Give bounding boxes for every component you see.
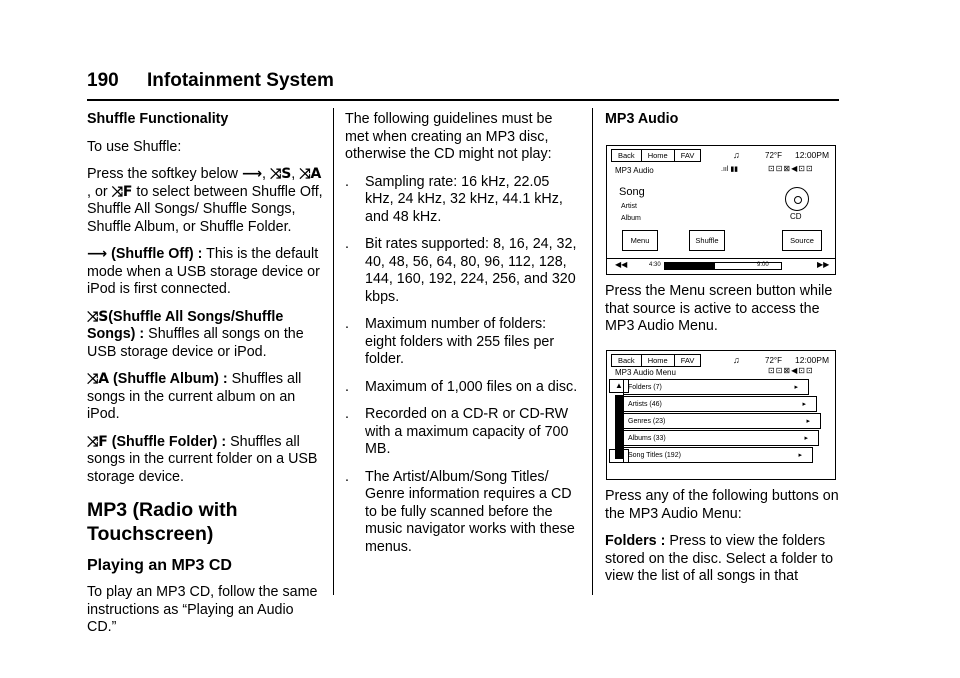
seek-forward-icon[interactable]: ▶▶	[817, 260, 830, 269]
section-title: Infotainment System	[147, 70, 334, 91]
guidelines-intro: The following guidelines must be met when creating an MP3 disc, otherwise the CD might not play:	[345, 111, 553, 162]
temperature: 72°F	[765, 151, 782, 160]
clock: 12:00PM	[795, 150, 830, 160]
clock: 12:00PM	[795, 355, 830, 365]
shuffle-album-icon: ⤨A	[87, 371, 110, 387]
menu-button[interactable]: Menu	[622, 230, 658, 251]
column-divider-2	[592, 108, 593, 595]
shuffle-off-icon: ⟶	[87, 246, 108, 262]
cd-icon	[785, 187, 809, 211]
shuffle-folder-icon: ⤨F	[87, 433, 108, 450]
page-number: 190	[87, 70, 119, 91]
menu-row-genres[interactable]: Genres (23) ▸	[623, 413, 821, 429]
album-label: Album	[621, 215, 641, 222]
fav-button[interactable]: FAV	[674, 354, 702, 367]
shuffle-heading: Shuffle Functionality	[87, 111, 229, 127]
bullet-item: . Maximum of 1,000 files on a disc.	[345, 378, 578, 395]
screen-top-bar	[611, 354, 700, 366]
menu-row-song-titles[interactable]: Song Titles (192) ▸	[623, 447, 813, 463]
menu-row-folders[interactable]: Folders (7) ▸	[623, 379, 809, 395]
shuffle-off-paragraph: ⟶ (Shuffle Off) : This is the default mode when a USB storage device or iPod is first connected.	[87, 246, 320, 297]
column-2	[345, 111, 580, 566]
chevron-right-icon: ▸	[794, 384, 798, 391]
artist-label: Artist	[621, 203, 637, 210]
audio-icon: ♫	[733, 355, 740, 365]
press-softkey-paragraph: Press the softkey below ⟶, ⤨S, ⤨A , or ⤨F to select between Shuffle Off, Shuffle All Songs/ Shuffle Songs, Shuffle Album, or Shuffle Folder.	[87, 166, 323, 235]
column-divider-1	[333, 108, 334, 595]
signal-icon: .ııl ▮▮	[721, 166, 739, 173]
shuffle-songs-icon: ⤨S	[270, 166, 292, 182]
shuffle-album-paragraph: ⤨A (Shuffle Album) : Shuffles all songs in the current album on an iPod.	[87, 371, 302, 422]
to-use-text: To use Shuffle:	[87, 138, 182, 155]
chevron-right-icon: ▸	[798, 452, 802, 459]
shuffle-songs-icon: ⤨S	[87, 308, 109, 325]
scroll-up-icon[interactable]: ▲	[609, 379, 629, 393]
scroll-down-icon[interactable]: ▼	[609, 449, 629, 463]
seek-back-icon[interactable]: ◀◀	[615, 260, 628, 269]
time-total: 9:00	[757, 262, 769, 268]
shuffle-album-icon: ⤨A	[299, 166, 322, 182]
home-button[interactable]: Home	[641, 149, 675, 162]
back-button[interactable]: Back	[611, 149, 642, 162]
chevron-right-icon: ▸	[804, 435, 808, 442]
audio-icon: ♫	[733, 150, 740, 160]
column-1	[87, 111, 323, 647]
phone-status-icons: ⊡⊡⊠◀⊡⊡	[768, 366, 814, 375]
mp3-radio-heading: MP3 (Radio with Touchscreen)	[87, 499, 238, 545]
folders-paragraph: Folders : Press to view the folders stored on the disc. Select a folder to view the list of all songs in that	[605, 533, 834, 584]
bullet-item: . The Artist/Album/Song Titles/ Genre information requires a CD to be fully scanned before the music navigator works with these menus.	[345, 468, 575, 555]
playing-mp3-heading: Playing an MP3 CD	[87, 557, 232, 574]
source-button[interactable]: Source	[782, 230, 822, 251]
home-button[interactable]: Home	[641, 354, 675, 367]
shuffle-off-icon: ⟶	[241, 166, 263, 182]
column-3-bottom	[605, 488, 841, 596]
cd-label: CD	[790, 212, 802, 221]
phone-status-icons: ⊡⊡⊠◀⊡⊡	[768, 164, 814, 173]
menu-caption: Press the Menu screen button while that source is active to access the MP3 Audio Menu.	[605, 283, 833, 334]
shuffle-button[interactable]: Shuffle	[689, 230, 725, 251]
press-any-text: Press any of the following buttons on the MP3 Audio Menu:	[605, 488, 839, 522]
mp3-audio-heading: MP3 Audio	[605, 111, 679, 127]
shuffle-folder-icon: ⤨F	[111, 183, 133, 200]
playing-mp3-text: To play an MP3 CD, follow the same instructions as “Playing an Audio CD.”	[87, 584, 318, 635]
screen-top-bar	[611, 149, 700, 161]
time-elapsed: 4:30	[649, 262, 661, 268]
bullet-item: . Sampling rate: 16 kHz, 22.05 kHz, 24 kHz, 32 kHz, 44.1 kHz, and 48 kHz.	[345, 173, 563, 225]
bullet-item: . Bit rates supported: 8, 16, 24, 32, 40, 48, 56, 64, 80, 96, 112, 128, 144, 160, 192, 224, 256, and 320 kbps.	[345, 236, 577, 305]
bullet-item: . Recorded on a CD-R or CD-RW with a maximum capacity of 700 MB.	[345, 406, 569, 457]
chevron-right-icon: ▸	[802, 401, 806, 408]
song-label: Song	[619, 186, 645, 198]
header-rule	[87, 99, 839, 101]
mp3-audio-menu-screen	[606, 350, 836, 480]
menu-row-artists[interactable]: Artists (46) ▸	[623, 396, 817, 412]
column-3	[605, 111, 841, 139]
shuffle-all-paragraph: ⤨S(Shuffle All Songs/Shuffle Songs) : Shuffles all songs on the USB storage device or iPod.	[87, 308, 304, 360]
chevron-right-icon: ▸	[806, 418, 810, 425]
screen-title: MP3 Audio Menu	[615, 368, 676, 377]
temperature: 72°F	[765, 356, 782, 365]
shuffle-folder-paragraph: ⤨F (Shuffle Folder) : Shuffles all songs in the current folder on a USB storage device.	[87, 433, 318, 485]
menu-row-albums[interactable]: Albums (33) ▸	[623, 430, 819, 446]
back-button[interactable]: Back	[611, 354, 642, 367]
mp3-audio-screen	[606, 145, 836, 275]
fav-button[interactable]: FAV	[674, 149, 702, 162]
bullet-item: . Maximum number of folders: eight folders with 255 files per folder.	[345, 316, 555, 367]
screen-title: MP3 Audio	[615, 166, 654, 175]
